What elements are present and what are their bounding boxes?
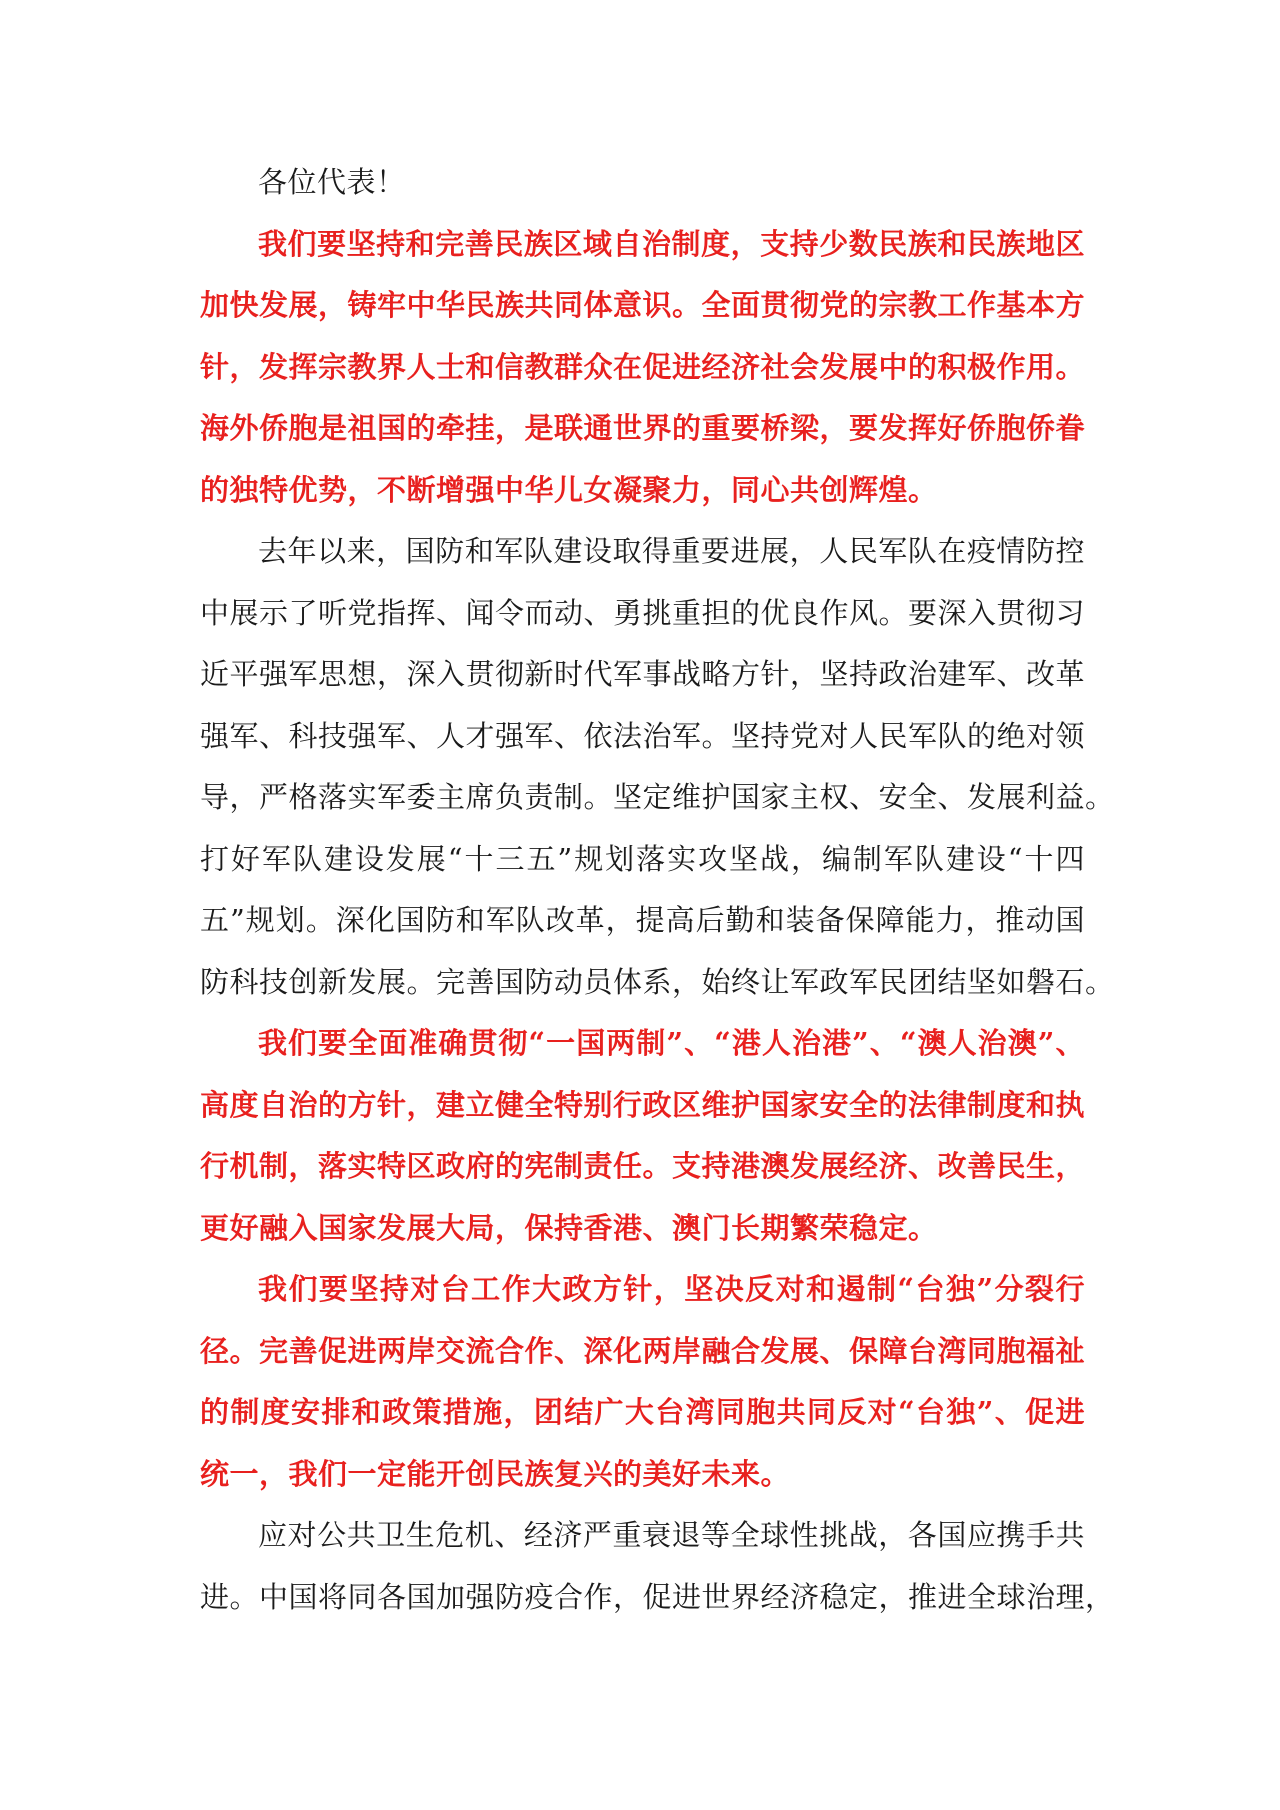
paragraph-hong-kong-macao: [200, 1013, 1085, 1259]
paragraph-line: 打好军队建设发展“十三五”规划落实攻坚战，编制军队建设“十四: [200, 841, 1085, 876]
paragraph-line: 更好融入国家发展大局，保持香港、澳门长期繁荣稳定。: [200, 1210, 938, 1245]
paragraph-taiwan: [200, 1259, 1085, 1505]
paragraph-line: 强军、科技强军、人才强军、依法治军。坚持党对人民军队的绝对领: [200, 718, 1086, 753]
paragraph-line: 我们要坚持对台工作大政方针，坚决反对和遏制“台独”分裂行: [258, 1272, 1085, 1306]
paragraph-line: 五”规划。深化国防和军队改革，提高后勤和装备保障能力，推动国: [200, 903, 1085, 937]
paragraph-line: 去年以来，国防和军队建设取得重要进展，人民军队在疫情防控: [258, 534, 1085, 568]
paragraph-line: 应对公共卫生危机、经济严重衰退等全球性挑战，各国应携手共: [258, 1518, 1085, 1552]
paragraph-line: 高度自治的方针，建立健全特别行政区维护国家安全的法律制度和执: [200, 1087, 1086, 1122]
paragraph-line: 针，发挥宗教界人士和信教群众在促进经济社会发展中的积极作用。: [200, 349, 1086, 384]
paragraph-line: 的独特优势，不断增强中华儿女凝聚力，同心共创辉煌。: [200, 472, 938, 507]
document-body: [200, 152, 1115, 1628]
paragraph-line: 海外侨胞是祖国的牵挂，是联通世界的重要桥梁，要发挥好侨胞侨眷: [200, 411, 1086, 445]
paragraph-national-defense: [200, 521, 1115, 1013]
paragraph-line: 统一，我们一定能开创民族复兴的美好未来。: [200, 1456, 791, 1491]
paragraph-line: 的制度安排和政策措施，团结广大台湾同胞共同反对“台独”、促进: [200, 1395, 1085, 1429]
paragraph-line: 我们要坚持和完善民族区域自治制度，支持少数民族和民族地区: [258, 226, 1085, 261]
paragraph-line: 近平强军思想，深入贯彻新时代军事战略方针，坚持政治建军、改革: [200, 657, 1086, 691]
paragraph-line: 加快发展，铸牢中华民族共同体意识。全面贯彻党的宗教工作基本方: [200, 288, 1086, 322]
paragraph-line: 我们要全面准确贯彻“一国两制”、“港人治港”、“澳人治澳”、: [258, 1026, 1085, 1060]
paragraph-line: 导，严格落实军委主席负责制。坚定维护国家主权、安全、发展利益。: [200, 780, 1115, 814]
paragraph-line: 中展示了听党指挥、闻令而动、勇挑重担的优良作风。要深入贯彻习: [200, 595, 1086, 630]
paragraph-line: 行机制，落实特区政府的宪制责任。支持港澳发展经济、改善民生，: [200, 1149, 1086, 1183]
paragraph-ethnic-religion-overseas: [200, 214, 1085, 522]
salutation: 各位代表！: [258, 165, 406, 199]
paragraph-global-challenges: [200, 1505, 1115, 1628]
paragraph-line: 进。中国将同各国加强防疫合作，促进世界经济稳定，推进全球治理，: [200, 1579, 1115, 1614]
paragraph-line: 防科技创新发展。完善国防动员体系，始终让军政军民团结坚如磐石。: [200, 964, 1115, 999]
paragraph-line: 径。完善促进两岸交流合作、深化两岸融合发展、保障台湾同胞福祉: [200, 1333, 1086, 1368]
